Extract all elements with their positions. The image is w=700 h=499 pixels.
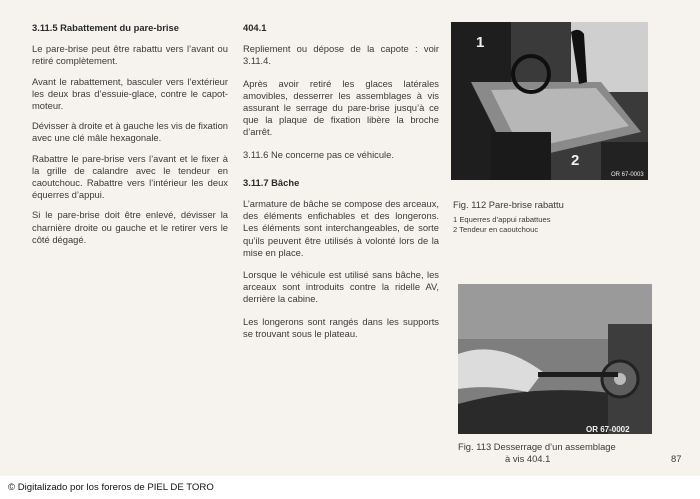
paragraph: L’armature de bâche se compose des arceaux, des éléments enfichables et des longerons. Les éléments sont interchangeables, de sorte qu’ils peuvent être utilisés à volonté lors de la mise en place. — [243, 198, 439, 258]
figure-112-caption: Fig. 112 Pare-brise rabattu — [453, 199, 564, 210]
legend-item: 2 Tendeur en caoutchouc — [453, 224, 539, 234]
caption-line: à vis 404.1 — [505, 453, 551, 464]
bolt-loosening-photo — [458, 284, 652, 434]
callout-2: 2 — [571, 152, 580, 169]
figure-112-photo — [451, 22, 648, 180]
figure-112-legend — [453, 215, 653, 234]
paragraph: Lorsque le véhicule est utilisé sans bâche, les arceaux sont introduits contre la ridelle AV, derrière la cabine. — [243, 269, 439, 305]
paragraph: Si le pare-brise doit être enlevé, dévisser la charnière droite ou gauche et le retirer vers le côté dégagé. — [32, 209, 228, 245]
credit-text: © Digitalizado por los foreros de PIEL DE TORO — [8, 481, 700, 499]
left-column — [32, 22, 228, 254]
paragraph: Après avoir retiré les glaces latérales amovibles, desserrer les assemblages à vis assurant le serrage du pare-brise jusqu’à ce que la plaque de fixation libère la broche d’arrêt. — [243, 77, 439, 138]
figure-ref: OR 67-0003 — [611, 172, 644, 178]
paragraph: Avant le rabattement, basculer vers l’extérieur les deux bras d’essuie-glace, contre le capot-moteur. — [32, 75, 228, 112]
paragraph: Les longerons sont rangés dans les supports se trouvant sous le plateau. — [243, 315, 439, 339]
figure-ref: OR 67-0002 — [586, 425, 630, 434]
callout-1: 1 — [476, 34, 485, 51]
page-number: 87 — [671, 453, 682, 464]
paragraph: Dévisser à droite et à gauche les vis de fixation avec une clé mâle hexagonale. — [32, 120, 228, 144]
figure-113-caption — [458, 441, 658, 465]
caption-line: Fig. 113 Desserrage d’un assemblage — [458, 441, 616, 452]
figure-113-photo — [458, 284, 652, 434]
model-heading: 404.1 — [243, 22, 267, 33]
paragraph: Le pare-brise peut être rabattu vers l’avant ou retiré complètement. — [32, 43, 228, 67]
paragraph: Repliement ou dépose de la capote : voir 3.11.4. — [243, 43, 439, 67]
paragraph: 3.11.6 Ne concerne pas ce véhicule. — [243, 148, 394, 160]
section-heading-3-11-7: 3.11.7 Bâche — [243, 176, 300, 188]
paragraph: Rabattre le pare-brise vers l’avant et le fixer à la grille de calandre avec le tendeur en caoutchouc. Rabattre vers l’intérieur les deux équerres d’appui. — [32, 152, 228, 201]
section-heading-3-11-5: 3.11.5 Rabattement du pare-brise — [32, 22, 179, 33]
legend-item: 1 Equerres d’appui rabattues — [453, 215, 551, 224]
middle-column — [243, 22, 439, 350]
